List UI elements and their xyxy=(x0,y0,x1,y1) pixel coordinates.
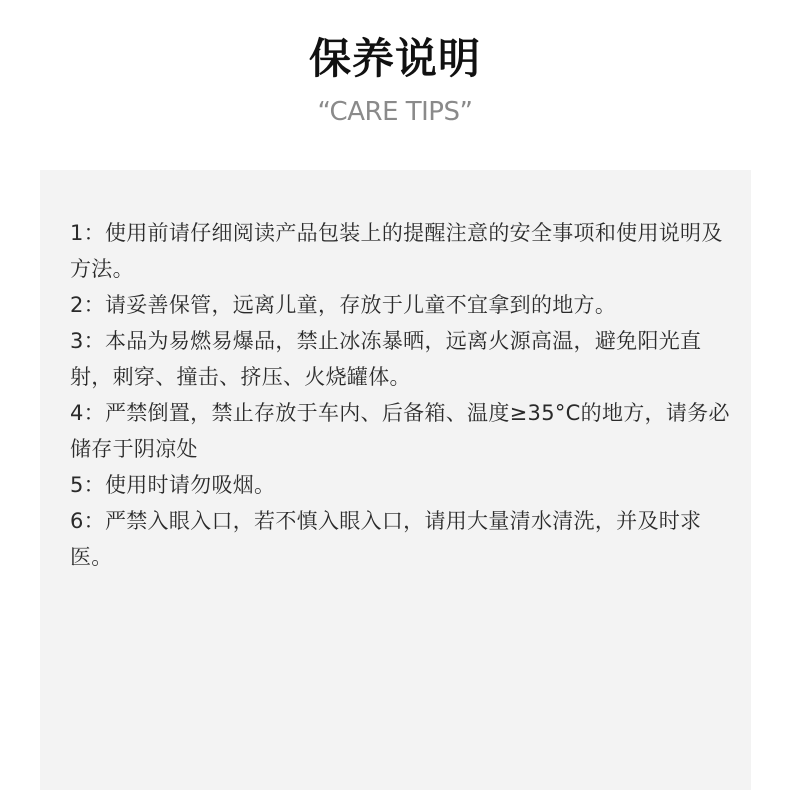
care-tip-item: 2：请妥善保管，远离儿童，存放于儿童不宜拿到的地方。 xyxy=(70,293,617,317)
care-tips-panel xyxy=(40,170,751,790)
care-tips-list xyxy=(70,215,735,575)
page-subtitle: “CARE TIPS” xyxy=(317,97,473,127)
care-tip-item: 4：严禁倒置，禁止存放于车内、后备箱、温度≥35°C的地方，请务必储存于阴凉处 xyxy=(70,401,730,461)
care-tip-item: 6：严禁入眼入口，若不慎入眼入口，请用大量清水清洗，并及时求医。 xyxy=(70,509,702,569)
page-title: 保养说明 xyxy=(308,34,481,83)
care-tip-item: 3：本品为易燃易爆品，禁止冰冻暴晒，远离火源高温，避免阳光直射，刺穿、撞击、挤压、火烧罐体。 xyxy=(70,329,702,389)
care-tip-item: 1：使用前请仔细阅读产品包装上的提醒注意的安全事项和使用说明及方法。 xyxy=(70,221,723,281)
care-tip-item: 5：使用时请勿吸烟。 xyxy=(70,473,276,497)
